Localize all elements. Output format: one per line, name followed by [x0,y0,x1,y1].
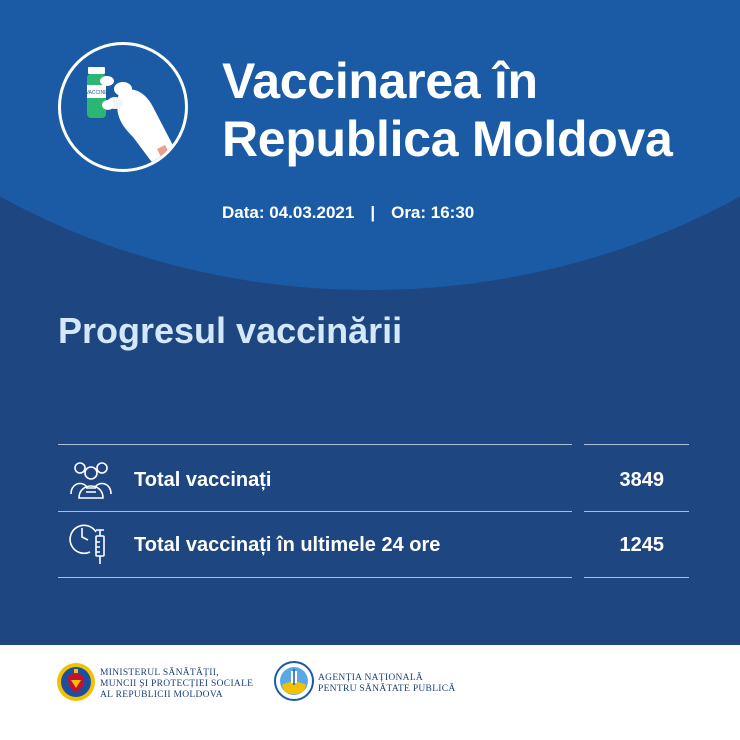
date-time-separator: | [370,203,376,222]
date-time-line [222,203,474,223]
row-value: 1245 [619,534,664,556]
row-label: Total vaccinați [134,469,272,491]
vaccine-logo [58,42,188,172]
vial-label: VACCINE [85,90,108,96]
people-group-icon [68,456,114,500]
section-title: Progresul vaccinării [58,310,403,351]
ansp-seal-icon [274,661,314,701]
ministry-line-3: AL REPUBLICII MOLDOVA [100,690,223,700]
agency-name [318,673,456,695]
row-value: 3849 [619,469,664,491]
ministry-name [100,668,253,701]
ministry-line-2: MUNCII ȘI PROTECȚIEI SOCIALE [100,679,254,689]
gloved-hand-vaccine-icon [61,45,185,169]
footer [0,645,740,740]
table-rule-bottom-right [584,577,689,578]
title-line-2: Republica Moldova [222,111,673,167]
table-rule-mid-left [58,511,572,512]
ministry-line-1: MINISTERUL SĂNĂTĂȚII, [100,668,219,678]
date-label: Data: 04.03.2021 [222,203,355,222]
row-label: Total vaccinați în ultimele 24 ore [134,534,441,556]
moldova-coat-of-arms-icon [56,662,96,702]
table-rule-bottom-left [58,577,572,578]
table-rule-mid-right [584,511,689,512]
title-line-1: Vaccinarea în [222,53,538,109]
time-label: Ora: 16:30 [391,203,475,222]
agency-line-2: PENTRU SĂNĂTATE PUBLICĂ [318,684,456,694]
table-rule-top-left [58,444,572,445]
page-title [222,52,673,168]
clock-syringe-icon [66,518,114,566]
table-rule-top-right [584,444,689,445]
agency-line-1: AGENȚIA NAȚIONALĂ [318,673,424,683]
